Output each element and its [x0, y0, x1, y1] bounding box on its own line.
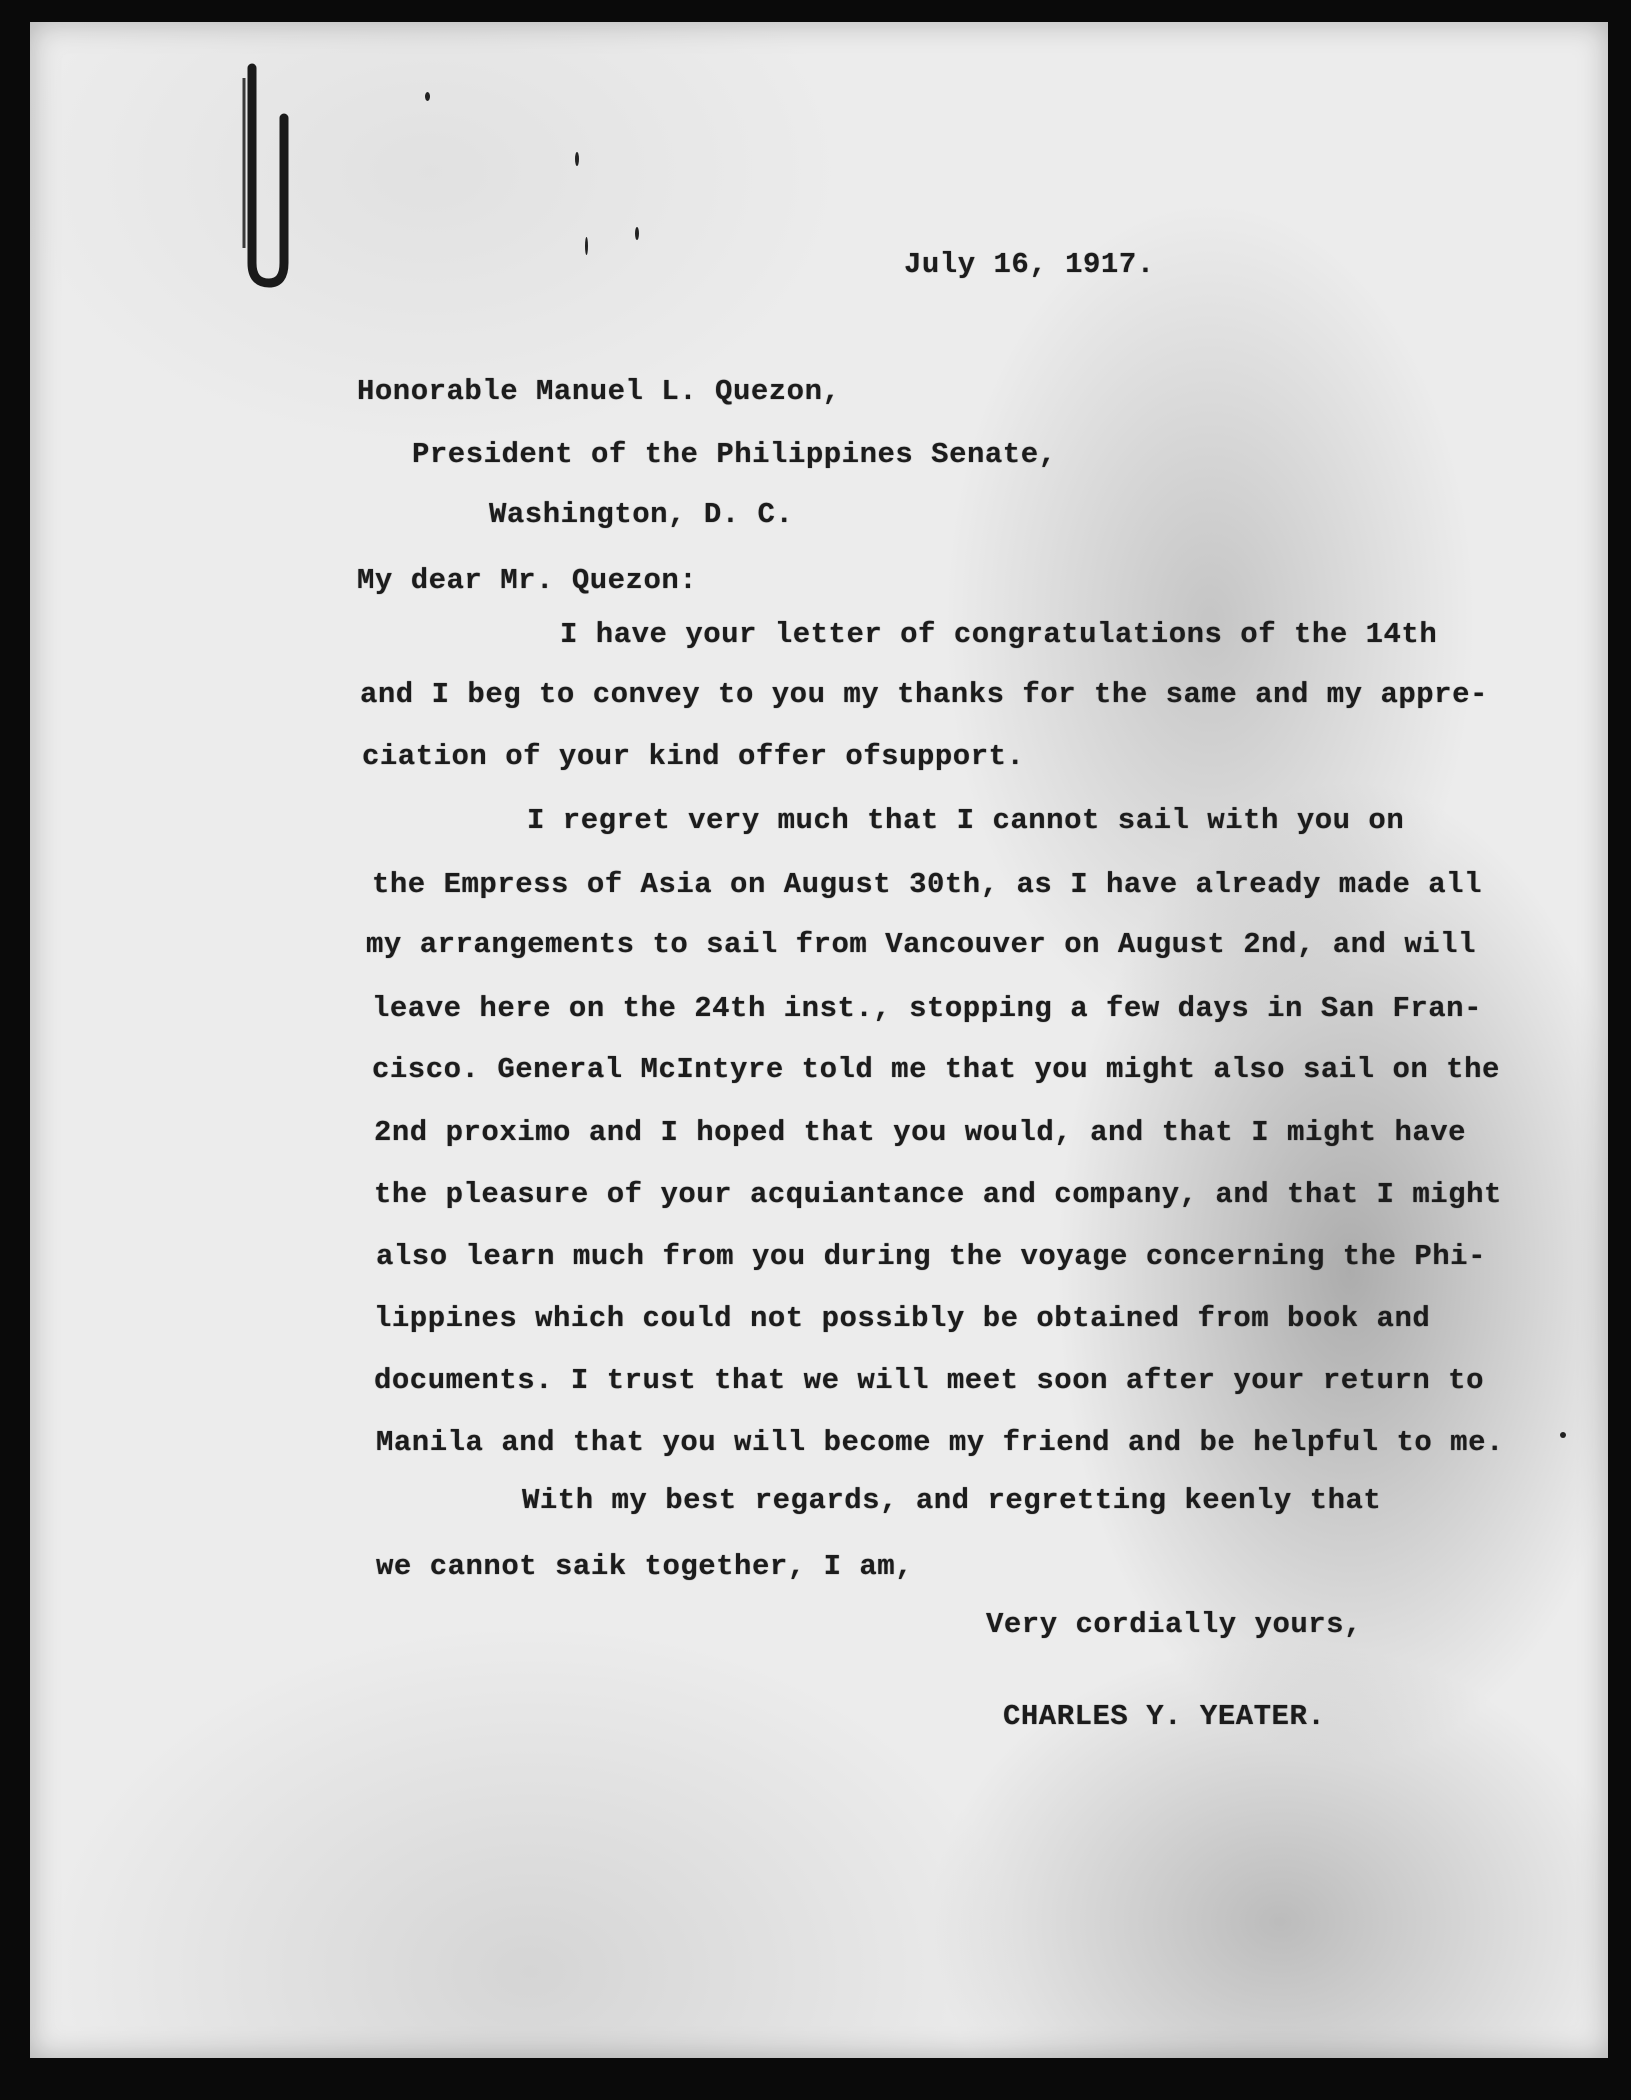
- letter-page: [30, 22, 1608, 2058]
- body-line: With my best regards, and regretting keenly that: [522, 1484, 1382, 1517]
- body-line: cisco. General McIntyre told me that you might also sail on the: [372, 1053, 1500, 1086]
- letter-date: July 16, 1917.: [904, 248, 1155, 281]
- recipient-location: Washington, D. C.: [489, 498, 794, 531]
- closing: Very cordially yours,: [986, 1608, 1362, 1641]
- recipient-name: Honorable Manuel L. Quezon,: [357, 375, 841, 408]
- body-line: my arrangements to sail from Vancouver on August 2nd, and will: [366, 928, 1476, 961]
- ink-speck: [1560, 1432, 1566, 1438]
- body-line: the Empress of Asia on August 30th, as I have already made all: [372, 868, 1482, 901]
- ink-speck: [585, 237, 588, 255]
- body-line: and I beg to convey to you my thanks for the same and my appre-: [360, 678, 1488, 711]
- salutation: My dear Mr. Quezon:: [357, 564, 698, 597]
- body-line: the pleasure of your acquiantance and company, and that I might: [374, 1178, 1502, 1211]
- ink-speck: [425, 92, 430, 101]
- recipient-title: President of the Philippines Senate,: [412, 438, 1057, 471]
- body-line: Manila and that you will become my friend and be helpful to me.: [376, 1426, 1504, 1459]
- body-line: documents. I trust that we will meet soon after your return to: [374, 1364, 1484, 1397]
- body-line: ciation of your kind offer ofsupport.: [362, 740, 1025, 773]
- ink-speck: [635, 227, 639, 240]
- signature-name: CHARLES Y. YEATER.: [1003, 1700, 1326, 1733]
- ink-speck: [575, 152, 579, 166]
- paper-clip-icon: [224, 58, 294, 288]
- body-line: also learn much from you during the voyage concerning the Phi-: [376, 1240, 1486, 1273]
- body-line: I regret very much that I cannot sail with you on: [527, 804, 1405, 837]
- body-line: I have your letter of congratulations of the 14th: [560, 618, 1438, 651]
- body-line: we cannot saik together, I am,: [376, 1550, 914, 1583]
- body-line: lippines which could not possibly be obtained from book and: [374, 1302, 1431, 1335]
- body-line: 2nd proximo and I hoped that you would, and that I might have: [374, 1116, 1467, 1149]
- body-line: leave here on the 24th inst., stopping a few days in San Fran-: [372, 992, 1482, 1025]
